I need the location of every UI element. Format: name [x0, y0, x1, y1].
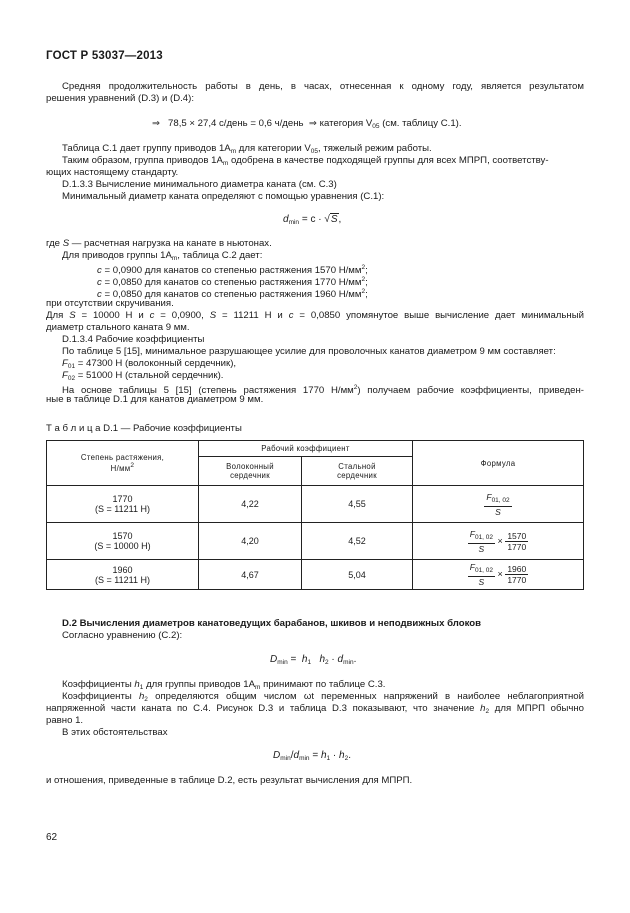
table-row: 1570 (S = 10000 Н) 4,20 4,52 $\frac{F_{01, 02}}{S}$ × $\frac{1570}{1770}$ — [47, 523, 584, 560]
paragraph-circumstances: В этих обстоятельствах — [62, 727, 168, 738]
paragraph-duration-2: решения уравнений (D.3) и (D.4): — [46, 93, 194, 104]
formula-Dmin: $D_{min} = h_1$ $h_2 \cdot d_{min}$. — [270, 654, 357, 666]
paragraph-h2-1: Коэффициенты $h_2$ определяются общим числом ωt переменных напряжений в наиболее неблагоприятной — [62, 691, 584, 703]
work-coefficient-table — [46, 440, 584, 590]
section-1-3-3-title: D.1.3.3 Вычисление минимального диаметра каната (см. С.3) — [62, 179, 337, 190]
formula-fraction: $\frac{F_{01, 02}}{S}$ — [486, 491, 510, 517]
paragraph-equation-c2: Согласно уравнению (С.2): — [62, 630, 183, 641]
paragraph-work-coef-2: ные в таблице D.1 для канатов диаметром 9 мм. — [46, 394, 264, 405]
paragraph-ratios: и отношения, приведенные в таблице D.2, есть результат вычисления для МПРП. — [46, 775, 413, 786]
paragraph-no-twist: при отсутствии скручивания. — [46, 298, 174, 309]
formula-fraction: $\frac{F_{01, 02}}{S}$ — [469, 528, 494, 554]
paragraph-h2-2: напряженной части каната по С.4. Рисунок D.3 и таблица D.3 показывают, что значение $h_2$ для МПРП обычно — [46, 703, 585, 715]
paragraph-breaking-force: По таблице 5 [15], минимальное разрушающее усилие для проволочных канатов диаметром 9 мм составляет: — [62, 346, 556, 357]
paragraph-calc-1: Для S = 10000 Н и c = 0,0900, S = 11211 Н и c = 0,0850 упомянутое выше вычисление дает минимальный — [46, 310, 584, 321]
force-f01: $F_{01} = 47300$ Н (волоконный сердечник), — [62, 358, 237, 370]
paragraph-duration-1: Средняя продолжительность работы в день, в часах, отнесенная к одному году, является результатом — [62, 81, 584, 92]
formula-fraction: $\frac{F_{01, 02}}{S}$ — [469, 562, 494, 587]
force-f02: $F_{02} = 51000$ Н (стальной сердечник). — [62, 370, 224, 382]
header-fiber-core: Волоконный сердечник — [199, 457, 302, 486]
table-row: 1960 (S = 11211 Н) 4,67 5,04 $\frac{F_{01, 02}}{S}$ × $\frac{1960}{1770}$ — [47, 560, 584, 590]
header-formula: Формула — [413, 441, 584, 486]
paragraph-approved-2: ющих настоящему стандарту. — [46, 167, 179, 178]
section-d2-title: D.2 Вычисления диаметров канатоведущих барабанов, шкивов и неподвижных блоков — [62, 618, 482, 629]
paragraph-work-coef-1: На основе таблицы 5 [15] (степень растяжения 1770 $Н/мм^2$) получаем рабочие коэффициенты, приведен- — [62, 384, 585, 396]
paragraph-table-c1: Таблица С.1 дает группу приводов $1A_m$ для категории $V_{05}$, тяжелый режим работы. — [62, 143, 432, 155]
paragraph-where-s: где S — расчетная нагрузка на канате в ньютонах. — [46, 238, 272, 249]
paragraph-calc-2: диаметр стального каната 9 мм. — [46, 322, 190, 333]
coef-c-1570: c = 0,0900 для канатов со степенью растяжения 1570 $Н/мм^2$; — [97, 264, 368, 276]
coef-c-1770: c = 0,0850 для канатов со степенью растяжения 1770 $Н/мм^2$; — [97, 276, 368, 288]
header-grade: Степень растяжения, $Н/мм^2$ — [47, 441, 199, 486]
paragraph-h1: Коэффициенты $h_1$ для группы приводов $1A_m$ принимают по таблице С.3. — [62, 679, 386, 691]
formula-dmin: $d_{min} = c \cdot √S$, — [283, 214, 342, 226]
header-coef: Рабочий коэффициент — [199, 441, 413, 457]
sqrt-sign: √ — [324, 214, 330, 225]
formula-ratio: $\frac{1960}{1770}$ — [507, 564, 527, 585]
formula-ratio: $\frac{1570}{1770}$ — [507, 530, 527, 552]
coef-c-1960: c = 0,0850 для канатов со степенью растяжения 1960 $Н/мм^2$; — [97, 288, 368, 300]
paragraph-approved-1: Таким образом, группа приводов $1A_m$ одобрена в качестве подходящей группы для всех МПРП, соответству- — [62, 155, 549, 167]
implies-arrow: ⇒ — [152, 118, 161, 129]
formula-category: ⇒ 78,5 × 27,4 с/день = 0,6 ч/день ⇒ категория $V_{05}$ (см. таблицу С.1). — [152, 118, 462, 130]
header-steel-core: Стальной сердечник — [302, 457, 413, 486]
paragraph-drive-group: Для приводов группы $1A_m$, таблица С.2 дает: — [62, 250, 263, 262]
paragraph-min-diameter: Минимальный диаметр каната определяют с помощью уравнения (С.1): — [62, 191, 385, 202]
table-caption: Т а б л и ц а D.1 — Рабочие коэффициенты — [46, 423, 242, 434]
paragraph-h2-3: равно 1. — [46, 715, 84, 726]
section-1-3-4-title: D.1.3.4 Рабочие коэффициенты — [62, 334, 205, 345]
formula-ratio-Dd: $D_{min}/d_{min} = h_1 \cdot h_2$. — [273, 750, 352, 762]
page-number: 62 — [46, 832, 58, 843]
standard-header: ГОСТ Р 53037—2013 — [46, 50, 163, 62]
table-row: 1770 (S = 11211 Н) 4,22 4,55 $\frac{F_{01, 02}}{S}$ — [47, 486, 584, 523]
